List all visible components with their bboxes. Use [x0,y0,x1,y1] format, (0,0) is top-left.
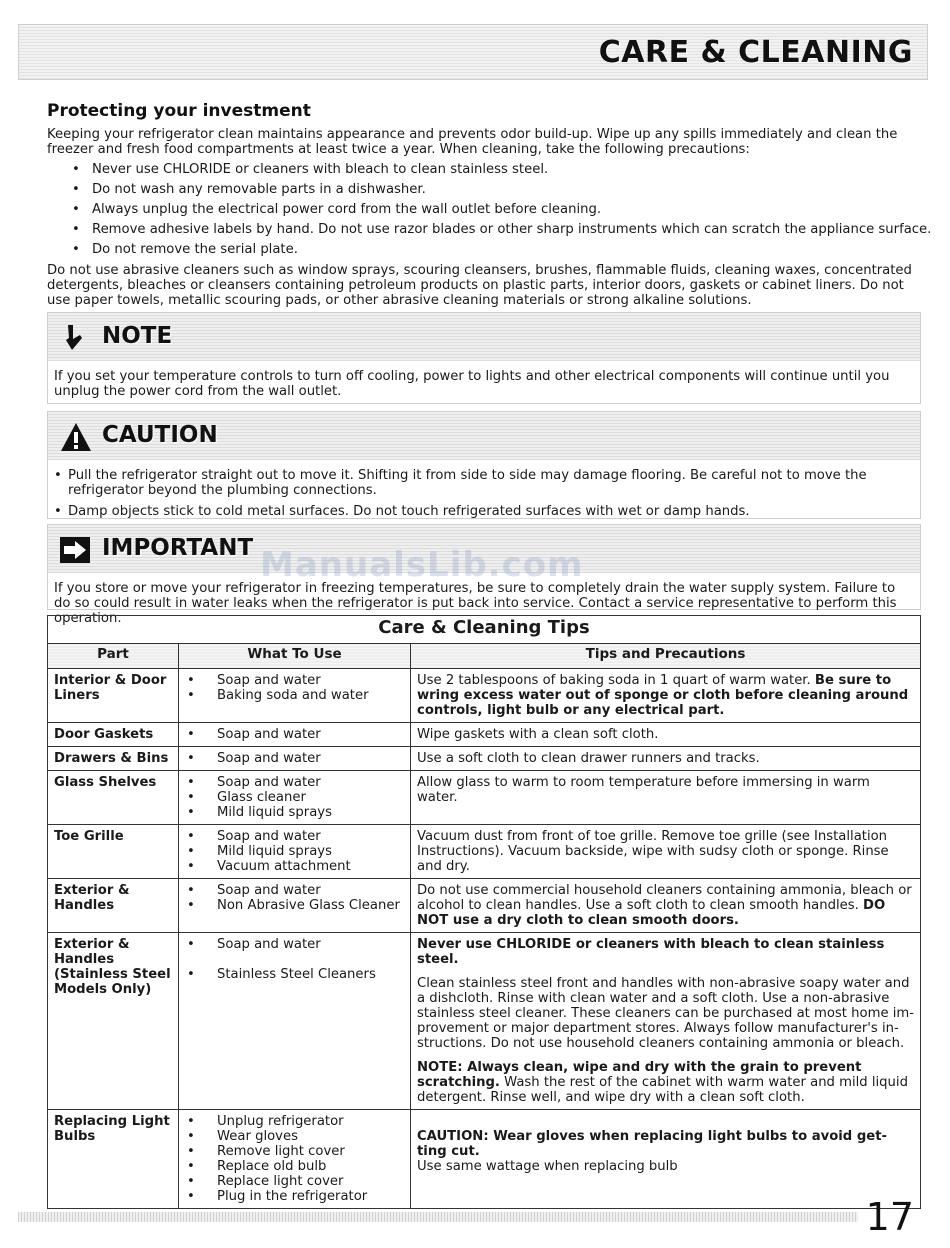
header-band [18,24,928,80]
list-item: • Stainless Steel Cleaners [185,967,404,982]
table-row [48,669,921,723]
warning-triangle-icon [60,422,92,452]
tip-text: Wash the rest of the cabinet with warm water and mild liquid detergent. Rinse well, and wipe dry with a clean soft cloth. [417,1075,908,1105]
use-cell [179,825,411,879]
part-cell: Replacing Light Bulbs [48,1110,179,1209]
table-row [48,1110,921,1209]
table-row [48,771,921,825]
list-item: • Glass cleaner [185,790,404,805]
list-item: • Baking soda and water [185,688,404,703]
tip-warning: NOTE: Always clean, wipe and dry with the grain to prevent scratching. [417,1060,862,1090]
part-cell: Drawers & Bins [48,747,179,771]
list-item: • Plug in the refrigerator [185,1189,404,1204]
part-cell: Door Gaskets [48,723,179,747]
table-row [48,879,921,933]
tips-cell [411,933,921,1110]
part-cell: Exterior & Handles [48,879,179,933]
precautions-list [72,162,932,262]
list-item: • Vacuum attachment [185,859,404,874]
use-cell [179,747,411,771]
part-cell: Interior & Door Liners [48,669,179,723]
table-row [48,723,921,747]
list-item: • Wear gloves [185,1129,404,1144]
tip-warning: Be sure to wring excess water out of sponge or cloth before cleaning around controls, light bulb or any electrical part. [417,673,909,718]
tips-cell: Vacuum dust from front of toe grille. Remove toe grille (see Installation Instructions). Vacuum backside, wipe with sudsy cloth or sponge. Rinse and dry. [411,825,921,879]
important-header [48,525,920,573]
tips-cell: Wipe gaskets with a clean soft cloth. [411,723,921,747]
tips-cell [411,669,921,723]
column-header-tips: Tips and Precautions [411,644,921,669]
table-row [48,825,921,879]
list-item: • Soap and water [185,829,404,844]
list-item: • Damp objects stick to cold metal surfaces. Do not touch refrigerated surfaces with wet or damp hands. [54,504,912,519]
caution-header [48,412,920,460]
use-cell [179,879,411,933]
column-header-part: Part [48,644,179,669]
use-cell [179,723,411,747]
page-title: CARE & CLEANING [598,35,913,70]
important-label: IMPORTANT [102,535,254,561]
tip-text: Do not use commercial household cleaners containing ammonia, bleach or alcohol to clean handles. Use a soft cloth to clean smooth handles. [417,883,912,913]
list-item: • Never use CHLORIDE or cleaners with bleach to clean stainless steel. [72,162,932,182]
list-item: • Non Abrasive Glass Cleaner [185,898,404,913]
tip-warning: DO NOT use a dry cloth to clean smooth doors. [417,898,886,928]
table-caption: Care & Cleaning Tips [48,616,921,644]
list-item: • Soap and water [185,937,404,952]
use-cell [179,669,411,723]
list-item: • Soap and water [185,751,404,766]
list-item: • Mild liquid sprays [185,805,404,820]
list-item: • Pull the refrigerator straight out to move it. Shifting it from side to side may damage flooring. Be careful not to move the refrigerator beyond the plumbing connections. [54,468,912,498]
tips-cell: Use a soft cloth to clean drawer runners and tracks. [411,747,921,771]
list-item: • Unplug refrigerator [185,1114,404,1129]
use-cell [179,933,411,1110]
footer-band [18,1212,858,1222]
use-cell [179,771,411,825]
table-row [48,933,921,1110]
intro-paragraph: Keeping your refrigerator clean maintains appearance and prevents odor build-up. Wipe up any spills immediately and clean the freezer and fresh food compartments at least twice a year. When cleaning, take the following precautions: [47,127,898,157]
list-item: • Do not wash any removable parts in a dishwasher. [72,182,932,202]
list-item: • Soap and water [185,775,404,790]
list-item: • Soap and water [185,883,404,898]
list-item: • Always unplug the electrical power cord from the wall outlet before cleaning. [72,202,932,222]
part-cell: Glass Shelves [48,771,179,825]
tips-cell: Allow glass to warm to room temperature before immersing in warm water. [411,771,921,825]
outro-paragraph: Do not use abrasive cleaners such as window sprays, scouring cleansers, brushes, flammable fluids, cleaning waxes, concentrated detergents, bleaches or cleansers containing petroleum products on plastic parts, interior doors, gaskets or cabinet liners. Do not use paper towels, metallic scouring pads, or other abrasive cleaning materials or strong alkaline solutions. [47,263,912,308]
part-cell: Exterior & Handles (Stainless Steel Models Only) [48,933,179,1110]
list-item: • Soap and water [185,673,404,688]
note-pointer-icon [60,323,92,353]
tip-text: Use same wattage when replacing bulb [417,1159,678,1174]
important-box [47,524,921,626]
tip-text: Clean stainless steel front and handles with non-abrasive soapy water and a dishcloth. Rinse with clean water and a soft cloth. Use a non-abrasive stainless steel cleaner. These cleaners can be purchased at most home im-provement or major department stores. Always follow manufacturer's in-structions. Do not use household cleaners containing ammonia or bleach. [417,976,915,1051]
tip-warning: Never use CHLORIDE or cleaners with bleach to clean stainless steel. [417,937,885,967]
list-item: • Replace old bulb [185,1159,404,1174]
watermark: ManualsLib.com [260,545,584,585]
tip-text: Use 2 tablespoons of baking soda in 1 quart of warm water. [417,673,815,688]
list-item: • Mild liquid sprays [185,844,404,859]
arrow-right-box-icon [60,535,92,565]
list-item: • Remove adhesive labels by hand. Do not use razor blades or other sharp instruments which can scratch the appliance surface. [72,222,932,242]
section-title: Protecting your investment [47,101,311,121]
caution-box [47,411,921,519]
list-item: • Do not remove the serial plate. [72,242,932,262]
care-cleaning-table [47,615,921,1209]
caution-label: CAUTION [102,422,218,448]
important-text: If you store or move your refrigerator in freezing temperatures, be sure to completely drain the water supply system. Failure to do so could result in water leaks when the refrigerator is put back into service. Contact a service representative to perform this operation. [54,581,897,626]
use-cell [179,1110,411,1209]
tips-cell [411,1110,921,1209]
part-cell: Toe Grille [48,825,179,879]
tips-cell [411,879,921,933]
caution-body [48,460,920,529]
table-row [48,747,921,771]
page-number: 17 [865,1195,914,1239]
list-item: • Soap and water [185,727,404,742]
note-text: If you set your temperature controls to turn off cooling, power to lights and other electrical components will continue until you unplug the power cord from the wall outlet. [54,369,890,399]
note-box [47,312,921,404]
tip-note [417,1060,914,1105]
tip-warning: CAUTION: Wear gloves when replacing light bulbs to avoid get-ting cut. [417,1129,887,1159]
note-header [48,313,920,361]
list-item: • Replace light cover [185,1174,404,1189]
column-header-use: What To Use [179,644,411,669]
list-item: • Remove light cover [185,1144,404,1159]
note-label: NOTE [102,323,173,349]
